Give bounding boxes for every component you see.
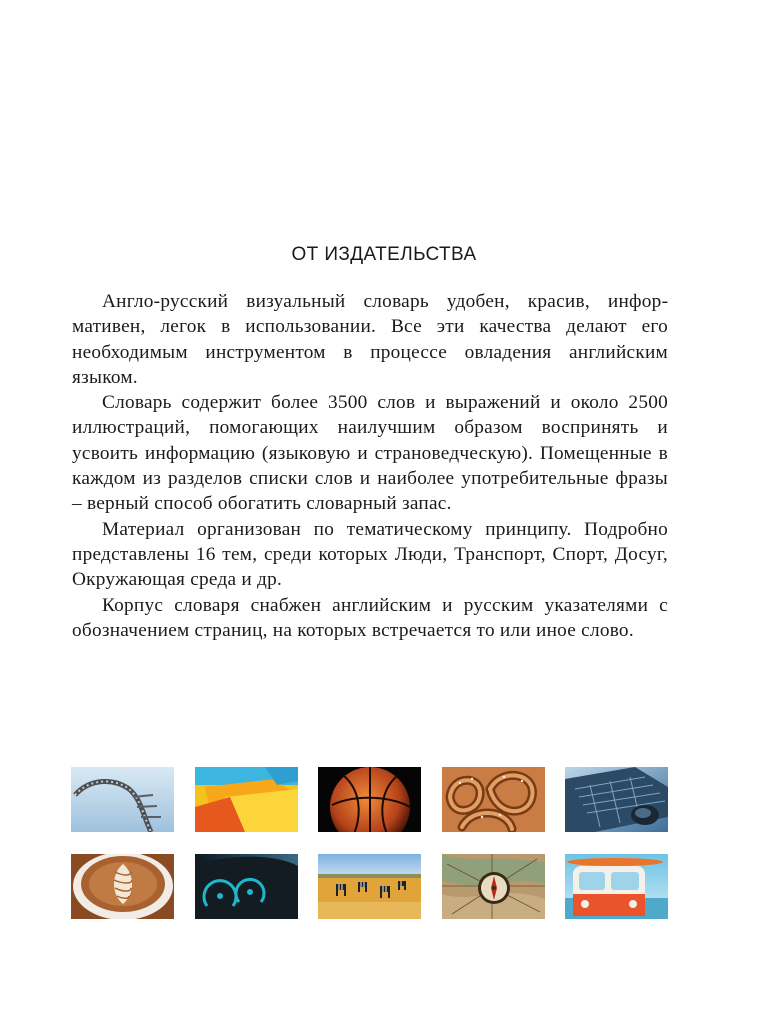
- pretzels-photo: [442, 767, 545, 832]
- publisher-note: [72, 289, 668, 643]
- cappuccino-photo: [71, 854, 174, 919]
- basketball-photo: [318, 767, 421, 832]
- van-photo: [565, 854, 668, 919]
- laptop-photo: [565, 767, 668, 832]
- staircase-photo: [71, 767, 174, 832]
- zebras-photo: [318, 854, 421, 919]
- page-title: ОТ ИЗДАТЕЛЬСТВА: [291, 244, 477, 265]
- photo-strip: [71, 767, 668, 919]
- paragraph: Словарь содержит более 3500 слов и выражений и около 2500 иллюстраций, помогающих наилучшим образом воспринять и усвоить информацию (языковую и страноведческую). Помещенные в каждом из разделов списки слов и наиболее употребительные фразы – верный способ обогатить словарный запас.: [72, 392, 668, 515]
- paragraph: Материал организован по тематическому принципу. Подробно представлены 16 тем, среди которых Люди, Транспорт, Спорт, Досуг, Окружающая среда и др.: [72, 518, 668, 591]
- compass-photo: [442, 854, 545, 919]
- paragraph: Корпус словаря снабжен английским и русским указателями с обозначением страниц, на которых встречается то или иное слово.: [72, 594, 668, 641]
- paragraph: Англо-русский визуальный словарь удобен, красив, информативен, легок в использовании. Все эти качества делают его необходимым инструментом в процессе овладения английским языком.: [72, 291, 668, 388]
- dashboard-photo: [195, 854, 298, 919]
- folders-photo: [195, 767, 298, 832]
